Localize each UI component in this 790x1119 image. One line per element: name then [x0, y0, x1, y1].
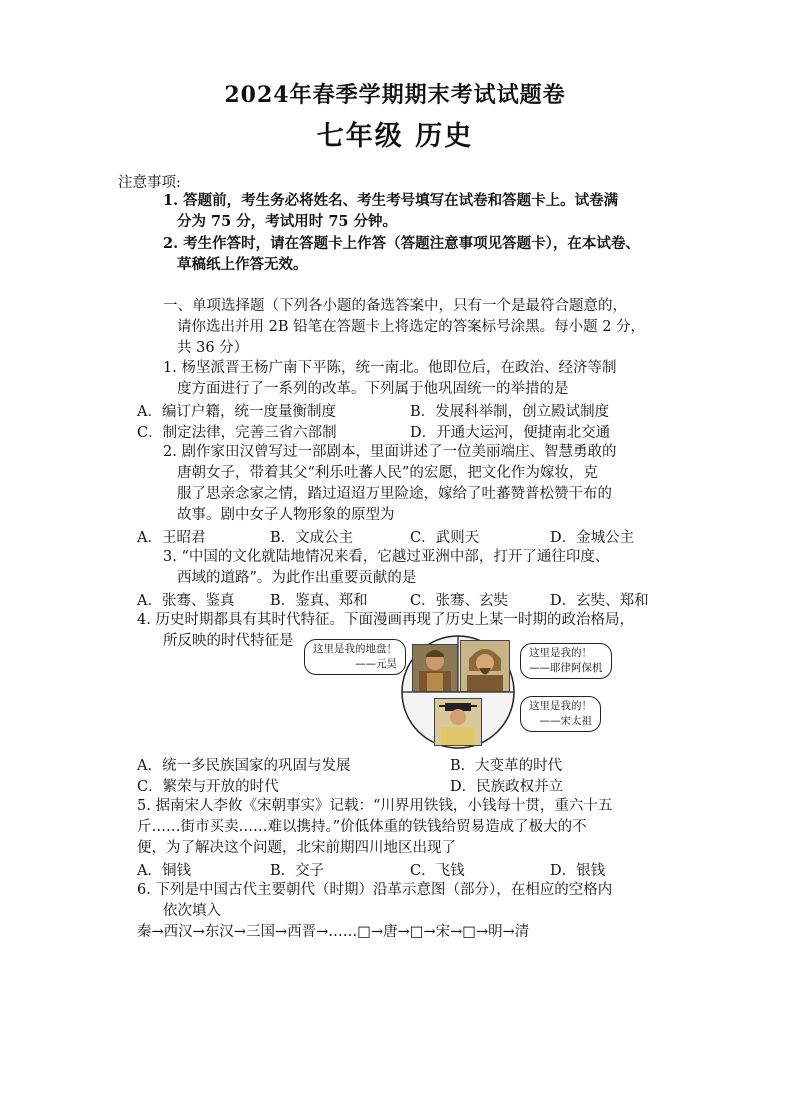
bubble-text: 这里是我的！ [529, 647, 592, 659]
bubble-text: 这里是我的！ [529, 700, 592, 712]
q4-option-b: B．大变革的时代 [450, 758, 563, 774]
q5-option-a: A．铜钱 [137, 863, 191, 879]
bubble-signature: ——宋太祖 [539, 715, 592, 727]
section-1-instructions-line-1: 一、单项选择题（下列各小题的备选答案中，只有一个是最符合题意的， [163, 298, 627, 314]
q2-stem-line-4: 故事。剧中女子人物形象的原型为 [177, 507, 395, 523]
q2-option-d: D．金城公主 [550, 530, 635, 546]
section-1-instructions-line-3: 共 36 分） [177, 340, 249, 356]
q4-option-c: C．繁荣与开放的时代 [137, 779, 279, 795]
notice-item-2-line-2: 草稿纸上作答无效。 [177, 256, 308, 273]
q4-option-a: A．统一多民族国家的巩固与发展 [137, 758, 351, 774]
q5-option-b: B．交子 [270, 863, 325, 879]
q1-option-c: C．制定法律，完善三省六部制 [137, 425, 337, 441]
speech-bubble-yelu-abaoji [520, 643, 612, 679]
speech-bubble-yuanhao [304, 639, 406, 675]
q5-stem-line-2: 斤……街市买卖……难以携持。”价低体重的铁钱给贸易造成了极大的不 [137, 819, 587, 835]
yuanhao-portrait [412, 644, 458, 692]
exam-title: 2024年春季学期期末考试试题卷 [224, 82, 566, 108]
political-cartoon [300, 635, 620, 753]
notice-heading: 注意事项: [118, 175, 181, 191]
speech-bubble-song-taizu [520, 696, 601, 732]
q3-stem-line-1: 3. “中国的文化就陆地情况来看，它越过亚洲中部，打开了通往印度、 [163, 549, 610, 565]
q2-stem-line-1: 2. 剧作家田汉曾写过一部剧本，里面讲述了一位美丽端庄、智慧勇敢的 [163, 444, 617, 460]
section-1-instructions-line-2: 请你选出并用 2B 铅笔在答题卡上将选定的答案标号涂黑。每小题 2 分， [177, 319, 646, 335]
q6-stem-line-2: 依次填入 [163, 903, 221, 919]
bubble-text: 这里是我的地盘！ [313, 643, 397, 655]
notice-item-1-line-1: 1. 答题前，考生务必将姓名、考生考号填写在试卷和答题卡上。试卷满 [163, 192, 619, 209]
q3-stem-line-2: 西域的道路”。为此作出重要贡献的是 [177, 570, 417, 586]
q2-option-a: A．王昭君 [137, 530, 206, 546]
q3-option-b: B．鉴真、郑和 [270, 593, 368, 609]
q5-option-d: D．银钱 [550, 863, 606, 879]
q2-option-b: B．文成公主 [270, 530, 354, 546]
q4-stem-line-1: 4. 历史时期都具有其时代特征。下面漫画再现了历史上某一时期的政治格局， [137, 612, 634, 628]
q3-option-c: C．张骞、玄奘 [410, 593, 509, 609]
q1-stem-line-1: 1. 杨坚派晋王杨广南下平陈，统一南北。他即位后，在政治、经济等制 [163, 360, 617, 376]
q2-stem-line-3: 服了思亲念家之情，踏过迢迢万里险途，嫁给了吐蕃赞普松赞干布的 [177, 486, 612, 502]
q6-dynasty-sequence: 秦→西汉→东汉→三国→西晋→……□→唐→□→宋→□→明→清 [137, 924, 530, 940]
q1-option-b: B．发展科举制，创立殿试制度 [410, 404, 610, 420]
q5-stem-line-1: 5. 据南宋人李攸《宋朝事实》记载：“川界用铁钱，小钱每十贯，重六十五 [137, 798, 613, 814]
q2-stem-line-2: 唐朝女子，带着其父“利乐吐蕃人民”的宏愿，把文化作为嫁妆，克 [177, 465, 598, 481]
bubble-signature: ——元昊 [355, 658, 397, 670]
q3-option-a: A．张骞、鉴真 [137, 593, 235, 609]
q4-option-d: D．民族政权并立 [450, 779, 564, 795]
q5-stem-line-3: 便，为了解决这个问题，北宋前期四川地区出现了 [137, 840, 456, 856]
song-taizu-portrait [434, 698, 482, 746]
q5-option-c: C．飞钱 [410, 863, 465, 879]
q3-option-d: D．玄奘、郑和 [550, 593, 649, 609]
q6-stem-line-1: 6. 下列是中国古代主要朝代（时期）沿革示意图（部分），在相应的空格内 [137, 882, 613, 898]
q4-stem-line-2: 所反映的时代特征是 [163, 633, 294, 649]
exam-subtitle: 七年级 历史 [316, 121, 474, 152]
q1-stem-line-2: 度方面进行了一系列的改革。下列属于他巩固统一的举措的是 [177, 381, 569, 397]
q2-option-c: C．武则天 [410, 530, 480, 546]
q1-option-d: D．开通大运河，便捷南北交通 [410, 425, 611, 441]
notice-item-1-line-2: 分为 75 分，考试用时 75 分钟。 [177, 213, 398, 230]
q1-option-a: A．编订户籍，统一度量衡制度 [137, 404, 336, 420]
bubble-signature: ——耶律阿保机 [529, 662, 603, 674]
yelu-abaoji-portrait [460, 640, 510, 692]
notice-item-2-line-1: 2. 考生作答时，请在答题卡上作答（答题注意事项见答题卡），在本试卷、 [163, 235, 640, 252]
